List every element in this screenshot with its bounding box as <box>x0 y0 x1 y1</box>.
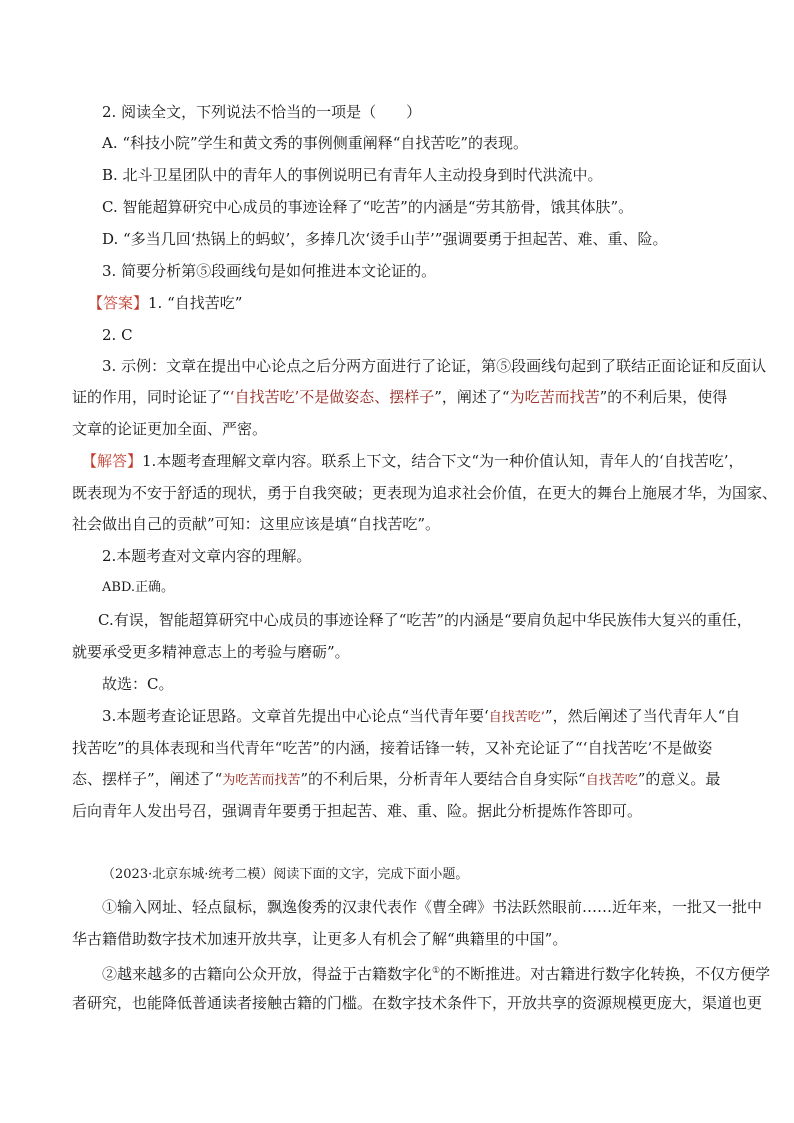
analysis-p1-line-3: 社会做出自己的贡献”可知：这里应该是填“自找苦吃”。 <box>72 515 441 533</box>
question-2-option-d: D. “多当几回‘热锅上的蚂蚁’，多捧几次‘烫手山芋’”强调要勇于担起苦、难、重、险。 <box>102 230 668 248</box>
question-2-option-c: C. 智能超算研究中心成员的事迹诠释了“吃苦”的内涵是“劳其筋骨，饿其体肤”。 <box>102 198 634 216</box>
answer-3-line-3: 文章的论证更加全面、严密。 <box>72 420 268 438</box>
question-2-option-a: A. “科技小院”学生和黄文秀的事例侧重阐释“自找苦吃”的表现。 <box>102 134 529 152</box>
next-question-source: （2023·北京东城·统考二模）阅读下面的文字，完成下面小题。 <box>102 867 469 882</box>
answer-quote-2: 为吃苦而找苦 <box>509 388 600 406</box>
analysis-tag: 【解答】 <box>82 452 143 470</box>
passage-para-2-line-1: ②越来越多的古籍向公众开放，得益于古籍数字化①的不断推进。对古籍进行数字化转换，不仅方便学 <box>102 965 771 983</box>
analysis-p2-line-2: ABD.正确。 <box>102 580 175 595</box>
footnote-marker: ① <box>432 966 441 976</box>
analysis-p3-line-4: 后向青年人发出号召，强调青年要勇于担起苦、难、重、险。据此分析提炼作答即可。 <box>72 802 643 820</box>
analysis-p3-line-3: 态、摆样子”，阐述了“为吃苦而找苦”的不利后果，分析青年人要结合自身实际“自找苦吃”的意义。最 <box>72 770 721 788</box>
question-2-option-b: B. 北斗卫星团队中的青年人的事例说明已有青年人主动投身到时代洪流中。 <box>102 166 603 184</box>
question-3-stem: 3. 简要分析第⑤段画线句是如何推进本文论证的。 <box>102 262 437 280</box>
analysis-p3-line-1: 3.本题考查论证思路。文章首先提出中心论点“当代青年要‘自找苦吃’”，然后阐述了当代青年人“自 <box>102 707 741 725</box>
analysis-p2-line-4: 就要承受更多精神意志上的考验与磨砺”。 <box>72 643 350 661</box>
question-2-stem: 2. 阅读全文，下列说法不恰当的一项是（ ） <box>102 103 422 121</box>
analysis-p2-line-5: 故选：C。 <box>102 675 174 693</box>
answer-3-line-2: 证的作用，同时论证了“‘自找苦吃’不是做姿态、摆样子”，阐述了“为吃苦而找苦”的不利后果，使得 <box>72 388 728 406</box>
answer-tag: 【答案】 <box>88 294 149 312</box>
answer-line-1 <box>88 293 242 313</box>
answer-1: 1. “自找苦吃” <box>148 294 243 312</box>
answer-3-line-1: 3. 示例：文章在提出中心论点之后分两方面进行了论证，第⑤段画线句起到了联结正面论证和反面认 <box>102 357 767 375</box>
passage-para-2-line-2: 者研究，也能降低普通读者接触古籍的门槛。在数字技术条件下，开放共享的资源规模更庞大，渠道也更 <box>72 994 763 1012</box>
analysis-p2-line-3: C.有误，智能超算研究中心成员的事迹诠释了“吃苦”的内涵是“要肩负起中华民族伟大复兴的重任， <box>98 611 752 629</box>
passage-para-1-line-2: 华古籍借助数字技术加速开放共享，让更多人有机会了解“典籍里的中国”。 <box>72 930 568 948</box>
analysis-p1-line-2: 既表现为不安于舒适的现状，勇于自我突破；更表现为追求社会价值，在更大的舞台上施展才华，为国家、 <box>72 484 778 502</box>
analysis-line-1: 【解答】1.本题考查理解文章内容。联系上下文，结合下文“为一种价值认知，青年人的‘自找苦吃’， <box>82 452 744 470</box>
analysis-p2-line-1: 2.本题考查对文章内容的理解。 <box>102 547 312 565</box>
answer-2: 2. C <box>102 326 133 344</box>
passage-para-1-line-1: ①输入网址、轻点鼠标，飘逸俊秀的汉隶代表作《曹全碑》书法跃然眼前……近年来，一批又一批中 <box>102 898 763 916</box>
analysis-p3-line-2: 找苦吃”的具体表现和当代青年“吃苦”的内涵，接着话锋一转，又补充论证了“‘自找苦吃’不是做姿 <box>72 739 713 757</box>
answer-quote-1: ‘自找苦吃’不是做姿态、摆样子 <box>229 388 435 406</box>
